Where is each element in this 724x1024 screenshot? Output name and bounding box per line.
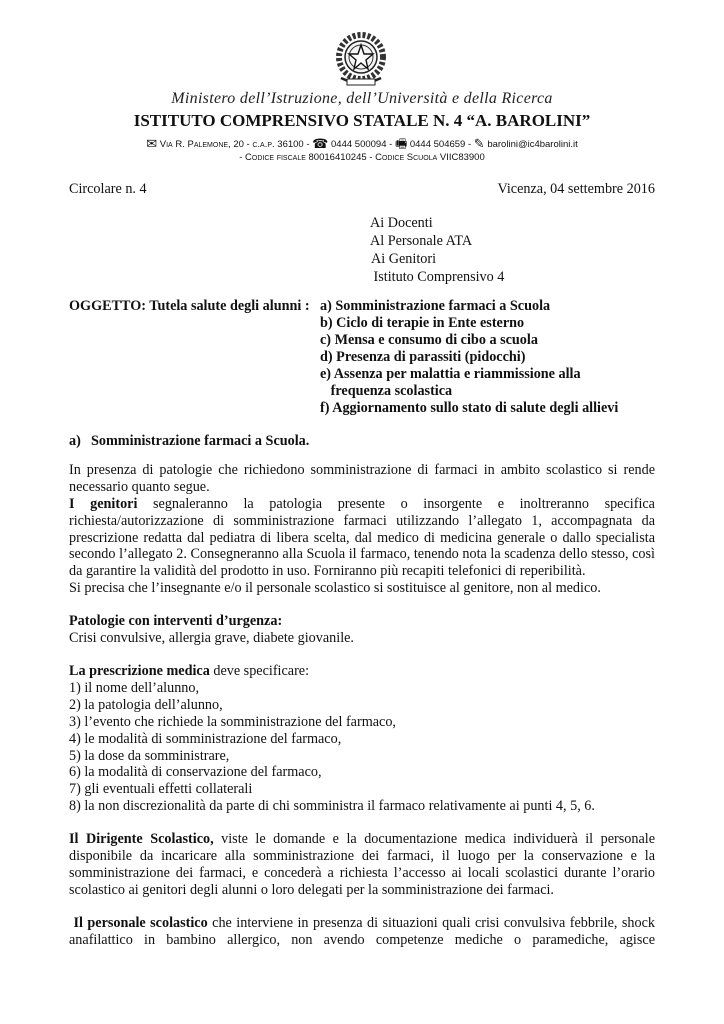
prescrizione-text: deve specificare:	[209, 662, 310, 679]
subject-item: e) Assenza per malattia e riammissione alla	[320, 366, 581, 382]
dirigente-paragraph	[69, 831, 655, 899]
school-name: ISTITUTO COMPRENSIVO STATALE N. 4 “A. BAROLINI”	[133, 111, 591, 130]
prescrizione-paragraph	[69, 663, 655, 680]
fax-icon: 🖷	[394, 136, 408, 151]
subject-item: c) Mensa e consumo di cibo a scuola	[320, 332, 538, 348]
recipient: Ai Genitori	[371, 251, 437, 267]
subject-item: d) Presenza di parassiti (pidocchi)	[320, 349, 526, 365]
list-item: 3) l’evento che richiede la somministrazione del farmaco,	[69, 713, 396, 730]
repubblica-italiana-emblem-icon	[333, 30, 389, 90]
list-item: 8) la non discrezionalità da parte di chi somministra il farmaco relativamente ai punti 4, 5, 6.	[69, 798, 595, 815]
place-date: Vicenza, 04 settembre 2016	[497, 181, 655, 197]
personale-label: Il personale scolastico	[69, 914, 208, 931]
section-heading	[69, 433, 655, 450]
dirigente-text: viste le domande e la documentazione medica individuerà il personale disponibile da incaricare alla somministrazione dei farmaci, il luogo per la conservazione e la somministrazione dei farmaci, e concederà a richiesta l’accesso ai locali scolastici durante l’orario scolastico ai genitori degli alunni o loro delegati per la somministrazione dei farmaci.	[69, 831, 655, 898]
urgenza-heading: Patologie con interventi d’urgenza:	[69, 613, 283, 630]
fiscal-codes: - Codice fiscale 80016410245 - Codice Scuola VIIC83900	[239, 152, 485, 163]
circolare-number: Circolare n. 4	[69, 181, 147, 197]
subject-label: OGGETTO: Tutela salute degli alunni :	[69, 298, 310, 314]
personale-text: che interviene in presenza di situazioni quali crisi convulsiva febbrile, shock anafilattico in bambino allergico, non avendo competenze mediche o paramediche, agisce	[69, 914, 655, 948]
fax-number: 0444 504659 -	[409, 139, 472, 150]
email-icon: ✎	[473, 136, 485, 151]
recipient: Istituto Comprensivo 4	[370, 269, 505, 285]
address-text: Via R. Palemone, 20 - c.a.p. 36100 -	[159, 139, 310, 150]
mail-envelope-icon: ✉	[146, 136, 158, 151]
genitori-text: segnaleranno la patologia presente o insorgente e inoltreranno specifica richiesta/autorizzazione di somministrazione farmaci utilizzando l’allegato 1, accompagnata da prescrizione redatta dal pediatra di libera scelta, dal medico di medicina generale o dallo specialista secondo l’allegato 2. Consegneranno alla Scuola il farmaco, tenendo nota la scadenza dello stesso, così da garantire la validità del prodotto in uso. Forniranno più recapiti telefonici di reperibilità.	[69, 495, 655, 580]
urgenza-text: Crisi convulsive, allergia grave, diabete giovanile.	[69, 630, 354, 647]
list-item: 2) la patologia dell’alunno,	[69, 696, 223, 713]
section-title: Somministrazione farmaci a Scuola.	[91, 433, 310, 449]
prescrizione-label: La prescrizione medica	[69, 662, 210, 679]
phone-number: 0444 500094 -	[331, 139, 393, 150]
subject-item: b) Ciclo di terapie in Ente esterno	[320, 315, 525, 331]
list-item: 4) le modalità di somministrazione del farmaco,	[69, 730, 342, 747]
ministry-heading: Ministero dell’Istruzione, dell’Università e della Ricerca	[171, 90, 553, 107]
subject-item: a) Somministrazione farmaci a Scuola	[320, 298, 551, 314]
intro-paragraph: In presenza di patologie che richiedono somministrazione di farmaci in ambito scolastico si rende necessario quanto segue.	[69, 461, 655, 495]
section-number: a)	[69, 433, 81, 449]
contacts-block	[69, 137, 655, 164]
genitori-label: I genitori	[69, 495, 138, 512]
list-item: 1) il nome dell’alunno,	[69, 679, 200, 696]
genitori-paragraph	[69, 496, 655, 581]
telephone-icon: ☎	[312, 136, 329, 151]
dirigente-label: Il Dirigente Scolastico,	[69, 831, 214, 848]
personale-paragraph	[69, 915, 655, 949]
recipient: Al Personale ATA	[370, 233, 473, 249]
list-item: 5) la dose da somministrare,	[69, 747, 230, 764]
subject-item: frequenza scolastica	[320, 383, 453, 399]
subject-item: f) Aggiornamento sullo stato di salute degli allievi	[320, 400, 619, 416]
precisa-paragraph: Si precisa che l’insegnante e/o il personale scolastico si sostituisce al genitore, non al medico.	[69, 580, 601, 597]
list-item: 6) la modalità di conservazione del farmaco,	[69, 764, 322, 781]
document-body	[69, 433, 655, 949]
list-item: 7) gli eventuali effetti collaterali	[69, 781, 253, 798]
recipient: Ai Docenti	[370, 215, 433, 231]
email-address: barolini@ic4barolini.it	[487, 139, 578, 150]
